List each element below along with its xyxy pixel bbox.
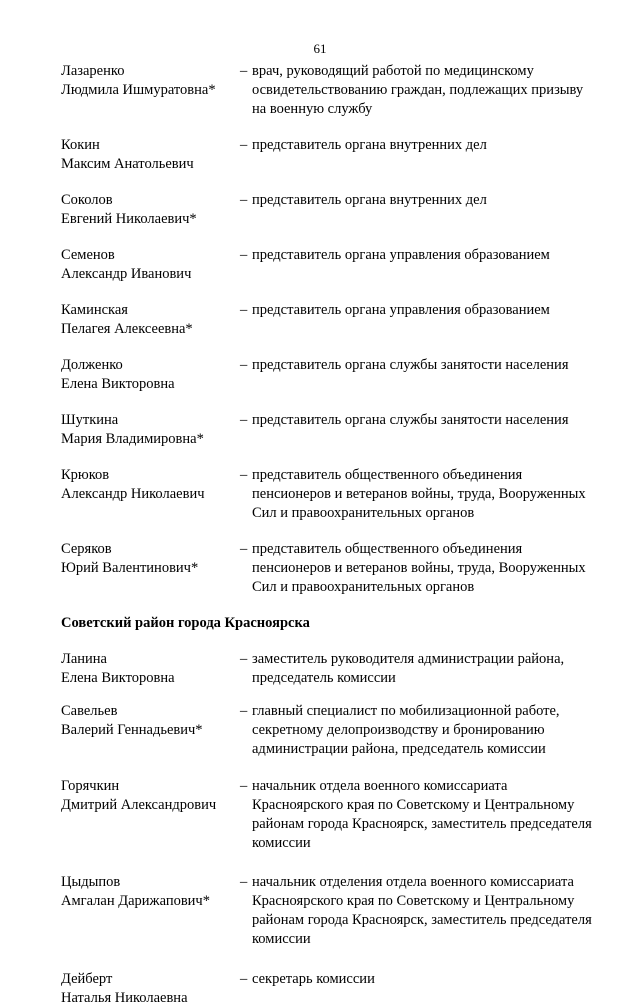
role-line: начальник отдела военного комиссариата (252, 778, 508, 794)
role-line: врач, руководящий работой по медицинскому (252, 63, 534, 79)
member-role (252, 777, 601, 853)
member-surname: Кокин (61, 137, 100, 153)
role-line: заместитель руководителя администрации района, (252, 651, 565, 667)
role-line: главный специалист по мобилизационной работе, (252, 703, 560, 719)
member-name (61, 136, 240, 174)
section-heading: Советский район города Красноярска (61, 615, 310, 631)
member-surname: Лазаренко (61, 63, 125, 79)
member-role (252, 702, 601, 759)
member-role (252, 873, 601, 949)
member-role (252, 411, 601, 430)
member-name (61, 777, 240, 815)
dash-separator: – (240, 192, 248, 208)
page-number: 61 (313, 41, 327, 56)
member-name (61, 466, 240, 504)
member-given-names: Максим Анатольевич (61, 156, 194, 172)
role-line: Красноярского края по Советскому и Центральному (252, 797, 575, 813)
member-entry (61, 650, 601, 688)
member-role (252, 136, 601, 155)
dash-separator: – (240, 63, 248, 79)
role-line: пенсионеров и ветеранов войны, труда, Вооруженных (252, 560, 586, 576)
role-line: районам города Красноярск, заместитель председателя (252, 912, 592, 928)
role-line: пенсионеров и ветеранов войны, труда, Вооруженных (252, 486, 586, 502)
member-given-names: Мария Владимировна* (61, 431, 204, 447)
member-name (61, 191, 240, 229)
dash-separator: – (240, 412, 248, 428)
member-name (61, 873, 240, 911)
member-entry (61, 702, 601, 759)
document-body (61, 62, 601, 1008)
member-given-names: Пелагея Алексеевна* (61, 321, 193, 337)
member-entry (61, 62, 601, 119)
member-given-names: Наталья Николаевна (61, 990, 188, 1006)
member-name (61, 301, 240, 339)
member-role (252, 970, 601, 989)
commission-member-list-soviet-district (61, 650, 601, 1008)
member-role (252, 540, 601, 597)
member-given-names: Амгалан Дарижапович* (61, 893, 210, 909)
member-given-names: Елена Викторовна (61, 670, 175, 686)
member-surname: Шуткина (61, 412, 119, 428)
member-entry (61, 970, 601, 1008)
role-line: представитель органа внутренних дел (252, 192, 487, 208)
member-entry (61, 356, 601, 394)
role-line: на военную службу (252, 101, 373, 117)
member-role (252, 62, 601, 119)
member-entry (61, 246, 601, 284)
role-line: представитель органа службы занятости населения (252, 412, 569, 428)
member-entry (61, 411, 601, 449)
member-surname: Долженко (61, 357, 123, 373)
dash-separator: – (240, 874, 248, 890)
role-line: представитель общественного объединения (252, 541, 523, 557)
member-name (61, 62, 240, 100)
member-surname: Ланина (61, 651, 107, 667)
member-name (61, 356, 240, 394)
role-line: представитель органа внутренних дел (252, 137, 487, 153)
role-line: представитель органа управления образованием (252, 302, 550, 318)
member-given-names: Дмитрий Александрович (61, 797, 217, 813)
role-line: администрации района, председатель комиссии (252, 741, 546, 757)
commission-member-list (61, 62, 601, 597)
member-given-names: Людмила Ишмуратовна* (61, 82, 216, 98)
dash-separator: – (240, 971, 248, 987)
member-name (61, 246, 240, 284)
member-surname: Серяков (61, 541, 112, 557)
member-role (252, 650, 601, 688)
member-given-names: Юрий Валентинович* (61, 560, 199, 576)
member-given-names: Елена Викторовна (61, 376, 175, 392)
member-role (252, 466, 601, 523)
member-surname: Каминская (61, 302, 128, 318)
member-name (61, 540, 240, 578)
dash-separator: – (240, 467, 248, 483)
member-surname: Горячкин (61, 778, 120, 794)
member-entry (61, 301, 601, 339)
dash-separator: – (240, 778, 248, 794)
role-line: районам города Красноярск, заместитель председателя (252, 816, 592, 832)
member-surname: Савельев (61, 703, 118, 719)
role-line: секретарь комиссии (252, 971, 375, 987)
member-given-names: Валерий Геннадьевич* (61, 722, 203, 738)
dash-separator: – (240, 137, 248, 153)
member-name (61, 411, 240, 449)
member-entry (61, 540, 601, 597)
member-role (252, 301, 601, 320)
member-role (252, 246, 601, 265)
role-line: представитель общественного объединения (252, 467, 523, 483)
dash-separator: – (240, 651, 248, 667)
member-entry (61, 777, 601, 853)
member-entry (61, 873, 601, 949)
member-entry (61, 136, 601, 174)
role-line: начальник отделения отдела военного комиссариата (252, 874, 574, 890)
role-line: представитель органа службы занятости населения (252, 357, 569, 373)
member-entry (61, 191, 601, 229)
role-line: секретному делопроизводству и бронированию (252, 722, 545, 738)
role-line: Сил и правоохранительных органов (252, 505, 475, 521)
member-given-names: Александр Николаевич (61, 486, 205, 502)
dash-separator: – (240, 302, 248, 318)
role-line: председатель комиссии (252, 670, 396, 686)
member-surname: Дейберт (61, 971, 113, 987)
member-name (61, 702, 240, 740)
dash-separator: – (240, 357, 248, 373)
member-name (61, 970, 240, 1008)
dash-separator: – (240, 247, 248, 263)
member-given-names: Евгений Николаевич* (61, 211, 197, 227)
member-entry (61, 466, 601, 523)
member-role (252, 356, 601, 375)
member-surname: Соколов (61, 192, 113, 208)
member-surname: Семенов (61, 247, 115, 263)
role-line: освидетельствованию граждан, подлежащих призыву (252, 82, 584, 98)
dash-separator: – (240, 703, 248, 719)
member-name (61, 650, 240, 688)
role-line: Сил и правоохранительных органов (252, 579, 475, 595)
member-role (252, 191, 601, 210)
member-surname: Крюков (61, 467, 110, 483)
role-line: Красноярского края по Советскому и Центральному (252, 893, 575, 909)
role-line: комиссии (252, 931, 311, 947)
member-surname: Цыдыпов (61, 874, 121, 890)
dash-separator: – (240, 541, 248, 557)
role-line: комиссии (252, 835, 311, 851)
member-given-names: Александр Иванович (61, 266, 192, 282)
role-line: представитель органа управления образованием (252, 247, 550, 263)
